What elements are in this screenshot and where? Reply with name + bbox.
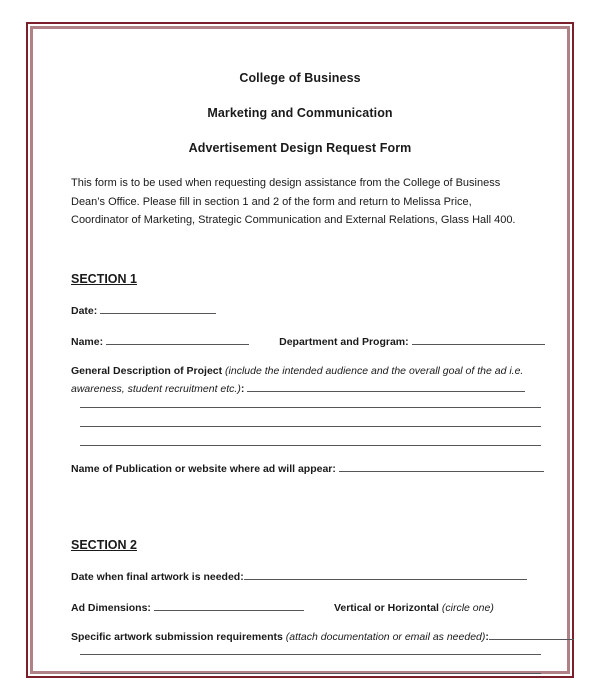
description-colon: : xyxy=(240,382,245,395)
page-border-frame xyxy=(26,22,574,678)
blank-write-line[interactable] xyxy=(80,654,541,655)
blank-write-line[interactable] xyxy=(80,445,541,446)
requirements-label: Specific artwork submission requirements xyxy=(71,630,283,643)
name-input[interactable] xyxy=(106,333,249,345)
ad-dimensions-field-row xyxy=(71,599,529,616)
name-department-field-row xyxy=(71,333,529,350)
form-content xyxy=(33,29,567,671)
blank-write-line[interactable] xyxy=(80,673,541,674)
description-hint-line-2: awareness, student recruitment etc.) xyxy=(71,382,241,395)
publication-field-row xyxy=(71,460,529,477)
section-2-container xyxy=(71,536,529,554)
document-title-line-2: Marketing and Communication xyxy=(207,106,393,120)
blank-write-line[interactable] xyxy=(80,426,541,427)
date-field-row xyxy=(71,302,529,319)
description-label: General Description of Project xyxy=(71,364,223,377)
page-inner-border xyxy=(30,26,570,674)
final-artwork-label: Date when final artwork is needed: xyxy=(71,570,244,583)
intro-paragraph: This form is to be used when requesting design assistance from the College of Business Dean’s Office. Please fill in section 1 and 2 of the form and return to Melissa Price, Coordinator of Marketing, Strategic Communication and External Relations, Glass Hall 400. xyxy=(71,177,516,227)
section-2-blank-lines xyxy=(71,654,529,674)
requirements-colon: : xyxy=(485,630,489,643)
description-input[interactable] xyxy=(247,380,525,392)
description-hint-line-1: (include the intended audience and the overall goal of the ad i.e. xyxy=(225,364,524,377)
description-second-line xyxy=(71,380,529,398)
requirements-field-row xyxy=(71,628,529,645)
document-title-line-1: College of Business xyxy=(239,71,361,85)
publication-label: Name of Publication or website where ad will appear: xyxy=(71,462,336,475)
section-2-heading: SECTION 2 xyxy=(71,537,137,552)
date-label: Date: xyxy=(71,304,98,317)
department-input[interactable] xyxy=(412,333,545,345)
ad-dimensions-label: Ad Dimensions: xyxy=(71,601,151,614)
date-input[interactable] xyxy=(100,302,216,314)
document-title-line-3: Advertisement Design Request Form xyxy=(188,141,412,155)
name-label: Name: xyxy=(71,335,104,348)
section-1-container xyxy=(71,270,529,288)
final-artwork-field-row xyxy=(71,568,529,585)
publication-input[interactable] xyxy=(339,460,544,472)
final-artwork-input[interactable] xyxy=(244,568,527,580)
project-description-field-row xyxy=(71,363,529,398)
ad-dimensions-input[interactable] xyxy=(154,599,304,611)
blank-write-line[interactable] xyxy=(80,407,541,408)
orientation-hint: (circle one) xyxy=(441,601,494,614)
section-1-blank-lines xyxy=(71,407,529,446)
orientation-label[interactable]: Vertical or Horizontal xyxy=(333,601,439,614)
requirements-hint: (attach documentation or email as needed) xyxy=(285,630,486,643)
section-1-heading: SECTION 1 xyxy=(71,271,137,286)
department-label: Department and Program: xyxy=(279,335,409,348)
requirements-input[interactable] xyxy=(489,628,574,640)
